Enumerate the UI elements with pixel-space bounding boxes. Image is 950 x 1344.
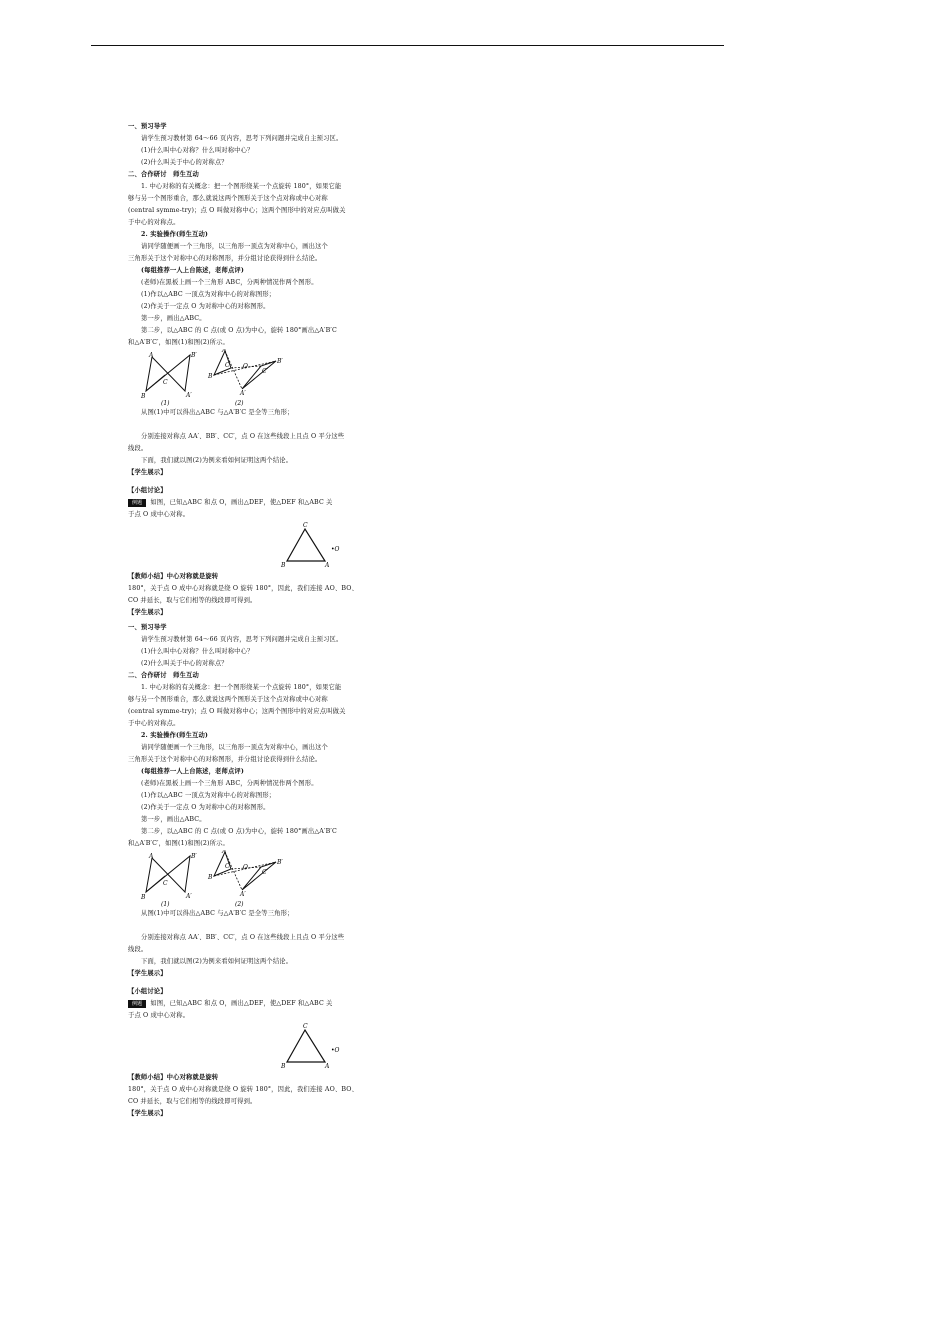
label-student-show: 【学生展示】 (128, 970, 167, 977)
label-A: A (222, 349, 227, 354)
label-B-prime: B′ (191, 352, 197, 359)
paragraph: (1)作以△ABC 一顶点为对称中心的对称图形； (141, 792, 276, 799)
paragraph: 请同学随便画一个三角形，以三角形一顶点为对称中心，画出这个 (141, 243, 328, 250)
paragraph: 分别连接对称点 AA′、BB′、CC′，点 O 在这些线段上且点 O 平分这些 (141, 433, 345, 440)
paragraph: 够与另一个图形重合，那么就说这两个图形关于这个点对称或中心对称 (128, 696, 328, 703)
label-A-prime: A′ (240, 891, 246, 898)
header-rule (91, 45, 724, 46)
label-A: A (325, 1063, 330, 1070)
paragraph: 从图(1)中可以得出△ABC 与△A′B′C 是全等三角形； (141, 910, 294, 917)
content-block-2 (128, 622, 363, 1120)
question: (1)什么叫中心对称？什么叫对称中心？ (141, 147, 254, 154)
label-A-prime: A′ (186, 392, 192, 399)
label-B: B (281, 562, 286, 569)
paragraph: 第一步，画出△ABC。 (141, 315, 206, 322)
paragraph: 线段。 (128, 946, 148, 953)
label-C: C (225, 362, 230, 369)
label-A-prime: A′ (240, 390, 246, 397)
label-B: B (141, 894, 146, 901)
figure-1-caption: (1) (161, 901, 170, 908)
label-A: A (222, 850, 227, 855)
label-B: B (208, 373, 213, 380)
example-text: 于点 O 成中心对称。 (128, 511, 190, 518)
example-triangle-figure (128, 521, 363, 571)
example-text: 如图，已知△ABC 和点 O，画出△DEF，使△DEF 和△ABC 关 (150, 499, 333, 506)
paragraph: 三角形关于这个对称中心的对称图形，并分组讨论获得到什么结论。 (128, 756, 322, 763)
section-heading: 一、预习导学 (128, 123, 167, 130)
question: (2)什么叫关于中心的对称点？ (141, 660, 228, 667)
paragraph: 第一步，画出△ABC。 (141, 816, 206, 823)
label-O: •O (331, 1047, 340, 1054)
label-group-discussion: 【小组讨论】 (128, 988, 167, 995)
subheading: 2. 实验操作(师生互动) (141, 732, 209, 739)
paragraph: (central symme-try)；点 O 叫做对称中心；这两个图形中的对应点叫做关 (128, 207, 346, 214)
paragraph: 请学生预习教材第 64～66 页内容，思考下列问题并完成自主预习区。 (141, 636, 343, 643)
label-C: C (163, 880, 168, 887)
label-A-prime: A′ (186, 893, 192, 900)
paragraph: (central symme-try)；点 O 叫做对称中心；这两个图形中的对应点叫做关 (128, 708, 346, 715)
label-A: A (325, 562, 330, 569)
label-student-show: 【学生展示】 (128, 1110, 167, 1117)
example-triangle-figure (128, 1022, 363, 1072)
label-C: C (303, 522, 308, 529)
figure-2 (207, 850, 283, 908)
paragraph: 请学生预习教材第 64～66 页内容，思考下列问题并完成自主预习区。 (141, 135, 343, 142)
teacher-summary: 【教师小结】中心对称就是旋转 (128, 573, 219, 580)
label-O: O (243, 864, 248, 871)
paragraph: CO 并延长，取与它们相等的线段即可得到。 (128, 597, 257, 604)
label-B: B (141, 393, 146, 400)
note: (每组推荐一人上台陈述，老师点评) (141, 768, 244, 775)
label-O: •O (331, 546, 340, 553)
note: (每组推荐一人上台陈述，老师点评) (141, 267, 244, 274)
subheading: 2. 实验操作(师生互动) (141, 231, 209, 238)
label-C: C (225, 863, 230, 870)
section-heading: 二、合作研讨 师生互动 (128, 171, 199, 178)
rotation-figures (128, 850, 363, 908)
figure-1 (140, 352, 197, 407)
paragraph: 从图(1)中可以得出△ABC 与△A′B′C 是全等三角形； (141, 409, 294, 416)
paragraph: 第二步，以△ABC 的 C 点(或 O 点)为中心，旋转 180°画出△A′B′C (141, 327, 337, 334)
example-tag: 例题 (128, 1000, 146, 1008)
paragraph: 于中心的对称点。 (128, 720, 180, 727)
paragraph: 180°，关于点 O 成中心对称就是绕 O 旋转 180°，因此，我们连接 AO、BO、 (128, 1086, 359, 1093)
paragraph: 180°，关于点 O 成中心对称就是绕 O 旋转 180°，因此，我们连接 AO、BO、 (128, 585, 359, 592)
paragraph: 和△A′B′C′，如图(1)和图(2)所示。 (128, 840, 229, 847)
paragraph: CO 并延长，取与它们相等的线段即可得到。 (128, 1098, 257, 1105)
section-heading: 一、预习导学 (128, 624, 167, 631)
question: (2)什么叫关于中心的对称点？ (141, 159, 228, 166)
paragraph: 三角形关于这个对称中心的对称图形，并分组讨论获得到什么结论。 (128, 255, 322, 262)
figure-1 (140, 853, 197, 908)
label-student-show: 【学生展示】 (128, 469, 167, 476)
content-block-1 (128, 121, 363, 619)
label-C-prime: C′ (262, 869, 268, 876)
section-heading: 二、合作研讨 师生互动 (128, 672, 199, 679)
example-text: 如图，已知△ABC 和点 O，画出△DEF，使△DEF 和△ABC 关 (150, 1000, 333, 1007)
label-B-prime: B′ (277, 358, 283, 365)
label-B-prime: B′ (191, 853, 197, 860)
figure-1-caption: (1) (161, 400, 170, 407)
paragraph: 1. 中心对称的有关概念：把一个图形绕某一个点旋转 180°，如果它能 (141, 684, 342, 691)
label-B-prime: B′ (277, 859, 283, 866)
paragraph: (2)作关于一定点 O 为对称中心的对称图形。 (141, 804, 270, 811)
figure-2-caption: (2) (235, 901, 244, 908)
paragraph: (2)作关于一定点 O 为对称中心的对称图形。 (141, 303, 270, 310)
label-C: C (163, 379, 168, 386)
label-student-show: 【学生展示】 (128, 609, 167, 616)
label-group-discussion: 【小组讨论】 (128, 487, 167, 494)
example-tag: 例题 (128, 499, 146, 507)
figure-2 (207, 349, 283, 407)
label-A: A (149, 352, 154, 359)
label-B: B (281, 1063, 286, 1070)
paragraph: 够与另一个图形重合，那么就说这两个图形关于这个点对称或中心对称 (128, 195, 328, 202)
paragraph: (老师)在黑板上画一个三角形 ABC，分两种情况作两个图形。 (141, 279, 318, 286)
label-B: B (208, 874, 213, 881)
paragraph: 第二步，以△ABC 的 C 点(或 O 点)为中心，旋转 180°画出△A′B′C (141, 828, 337, 835)
example-text: 于点 O 成中心对称。 (128, 1012, 190, 1019)
paragraph: 线段。 (128, 445, 148, 452)
label-O: O (243, 363, 248, 370)
paragraph: (1)作以△ABC 一顶点为对称中心的对称图形； (141, 291, 276, 298)
paragraph: 请同学随便画一个三角形，以三角形一顶点为对称中心，画出这个 (141, 744, 328, 751)
paragraph: (老师)在黑板上画一个三角形 ABC，分两种情况作两个图形。 (141, 780, 318, 787)
label-C-prime: C′ (262, 368, 268, 375)
paragraph: 和△A′B′C′，如图(1)和图(2)所示。 (128, 339, 229, 346)
rotation-figures (128, 349, 363, 407)
paragraph: 分别连接对称点 AA′、BB′、CC′，点 O 在这些线段上且点 O 平分这些 (141, 934, 345, 941)
paragraph: 于中心的对称点。 (128, 219, 180, 226)
paragraph: 1. 中心对称的有关概念：把一个图形绕某一个点旋转 180°，如果它能 (141, 183, 342, 190)
teacher-summary: 【教师小结】中心对称就是旋转 (128, 1074, 219, 1081)
question: (1)什么叫中心对称？什么叫对称中心？ (141, 648, 254, 655)
paragraph: 下面，我们就以图(2)为例来看如何证明这两个结论。 (141, 457, 293, 464)
figure-2-caption: (2) (235, 400, 244, 407)
label-A: A (149, 853, 154, 860)
label-C: C (303, 1023, 308, 1030)
paragraph: 下面，我们就以图(2)为例来看如何证明这两个结论。 (141, 958, 293, 965)
